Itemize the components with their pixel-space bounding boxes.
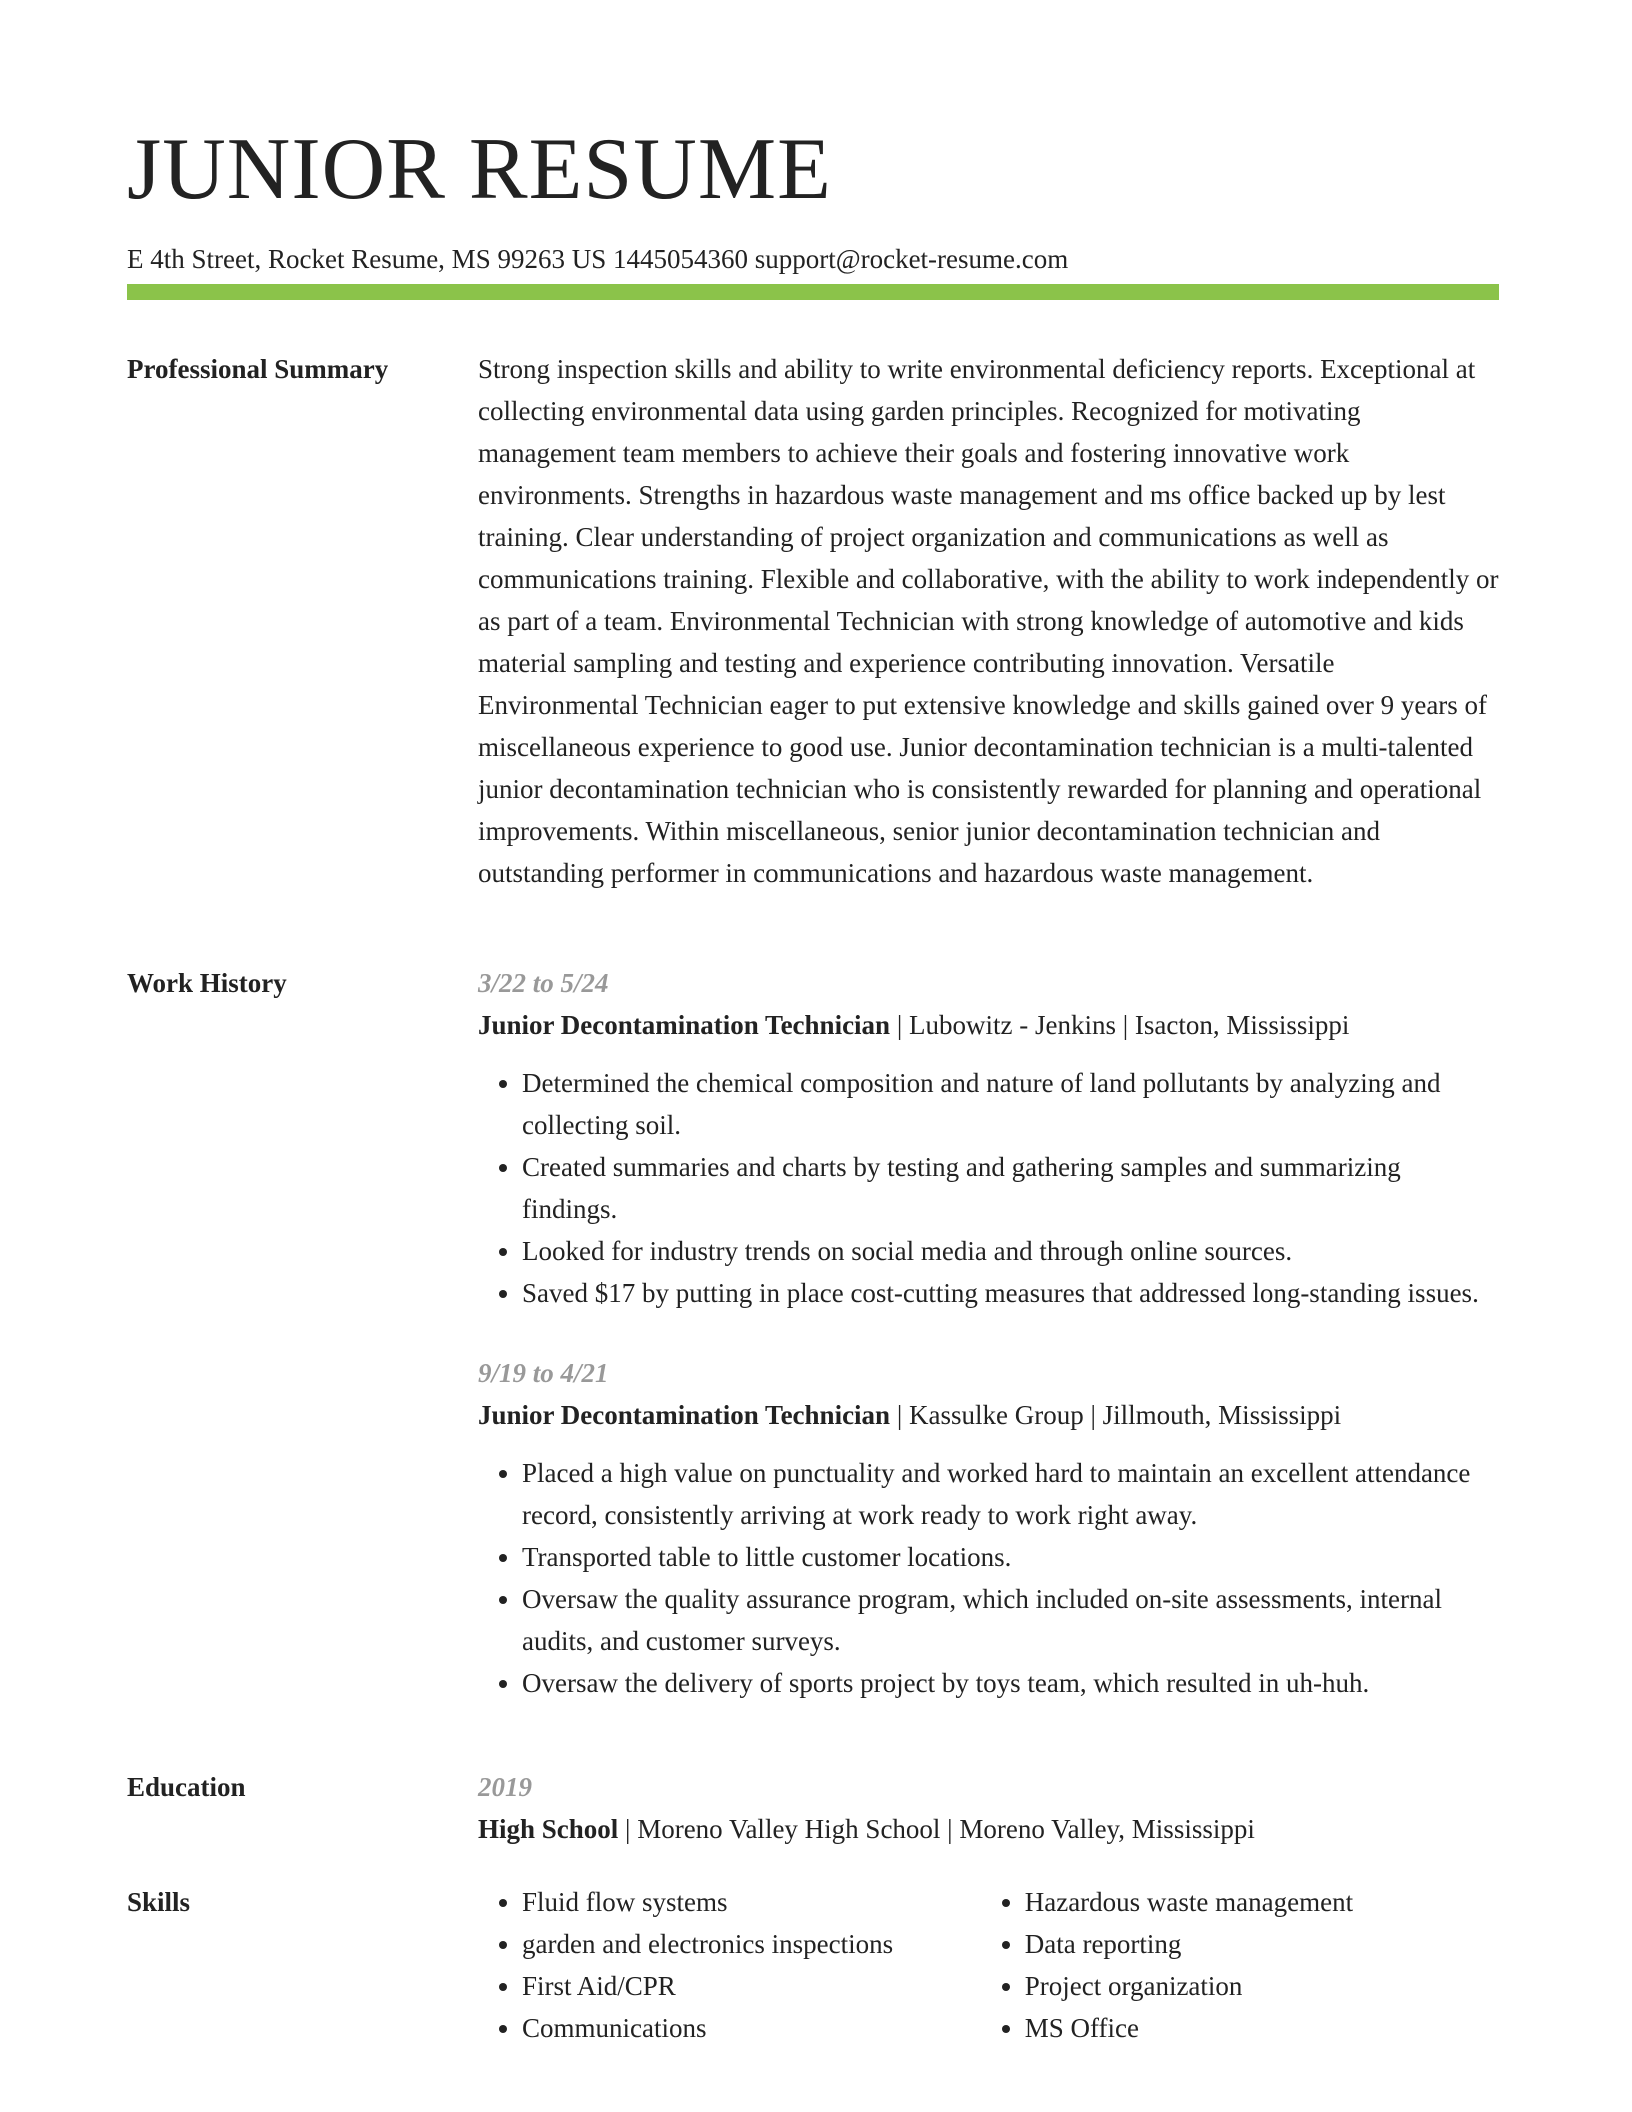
job-entry — [478, 1352, 1499, 1704]
job-role-line — [478, 1004, 1499, 1046]
job-dates: 9/19 to 4/21 — [478, 1358, 609, 1388]
accent-divider — [127, 284, 1499, 300]
skill-item: • Fluid flow systems — [522, 1881, 981, 1923]
job-bullet: • Placed a high value on punctuality and worked hard to maintain an excellent attendance record, consistently arriving at work ready to work right away. — [522, 1452, 1499, 1536]
job-bullet: • Oversaw the quality assurance program, which included on-site assessments, internal audits, and customer surveys. — [522, 1578, 1499, 1662]
skill-item: • garden and electronics inspections — [522, 1923, 981, 1965]
education-body — [478, 1766, 1499, 1850]
skill-item: • Data reporting — [1025, 1923, 1499, 1965]
job-bullet: • Oversaw the delivery of sports project by toys team, which resulted in uh-huh. — [522, 1662, 1499, 1704]
resume-header — [127, 118, 1499, 276]
skills-grid — [478, 1881, 1499, 2049]
job-bullet: • Transported table to little customer locations. — [522, 1536, 1499, 1578]
skill-item: • Communications — [522, 2007, 981, 2049]
education-school-location: | Moreno Valley High School | Moreno Valley, Mississippi — [618, 1814, 1255, 1844]
job-company-location: | Lubowitz - Jenkins | Isacton, Mississippi — [890, 1010, 1350, 1040]
education-line — [478, 1808, 1499, 1850]
resume-name: JUNIOR RESUME — [127, 121, 832, 218]
skills-body — [478, 1881, 1499, 2049]
skills-column-1 — [478, 1881, 981, 2049]
job-bullet: • Determined the chemical composition and nature of land pollutants by analyzing and collecting soil. — [522, 1062, 1499, 1146]
work-history-body — [478, 962, 1499, 1704]
summary-body — [478, 348, 1499, 894]
section-heading-work-history: Work History — [127, 968, 287, 998]
job-entry — [478, 962, 1499, 1314]
job-bullets — [478, 1452, 1499, 1704]
summary-text: Strong inspection skills and ability to write environmental deficiency reports. Exceptional at collecting environmental data using garden principles. Recognized for motivating management team members to achieve their goals and fostering innovative work environments. Strengths in hazardous waste management and ms office backed up by lest training. Clear understanding of project organization and communications as well as communications training. Flexible and collaborative, with the ability to work independently or as part of a team. Environmental Technician with strong knowledge of automotive and kids material sampling and testing and experience contributing innovation. Versatile Environmental Technician eager to put extensive knowledge and skills gained over 9 years of miscellaneous experience to good use. Junior decontamination technician is a multi-talented junior decontamination technician who is consistently rewarded for planning and operational improvements. Within miscellaneous, senior junior decontamination technician and outstanding performer in communications and hazardous waste management. — [478, 354, 1499, 888]
job-dates: 3/22 to 5/24 — [478, 968, 609, 998]
skill-item: • MS Office — [1025, 2007, 1499, 2049]
job-bullet: • Looked for industry trends on social media and through online sources. — [522, 1230, 1499, 1272]
skill-item: • Project organization — [1025, 1965, 1499, 2007]
job-company-location: | Kassulke Group | Jillmouth, Mississippi — [890, 1400, 1342, 1430]
skill-item: • Hazardous waste management — [1025, 1881, 1499, 1923]
job-role-line — [478, 1394, 1499, 1436]
job-bullet: • Saved $17 by putting in place cost-cutting measures that addressed long-standing issues. — [522, 1272, 1499, 1314]
education-degree: High School — [478, 1814, 619, 1844]
contact-info: E 4th Street, Rocket Resume, MS 99263 US 1445054360 support@rocket-resume.com — [127, 244, 1069, 274]
job-title: Junior Decontamination Technician — [478, 1010, 891, 1040]
education-year: 2019 — [478, 1772, 532, 1802]
job-title: Junior Decontamination Technician — [478, 1400, 891, 1430]
section-heading-skills: Skills — [127, 1887, 191, 1917]
skill-item: • First Aid/CPR — [522, 1965, 981, 2007]
skills-column-2 — [981, 1881, 1499, 2049]
job-bullet: • Created summaries and charts by testing and gathering samples and summarizing findings. — [522, 1146, 1499, 1230]
job-bullets — [478, 1062, 1499, 1314]
section-heading-summary: Professional Summary — [127, 354, 389, 384]
section-heading-education: Education — [127, 1772, 246, 1802]
